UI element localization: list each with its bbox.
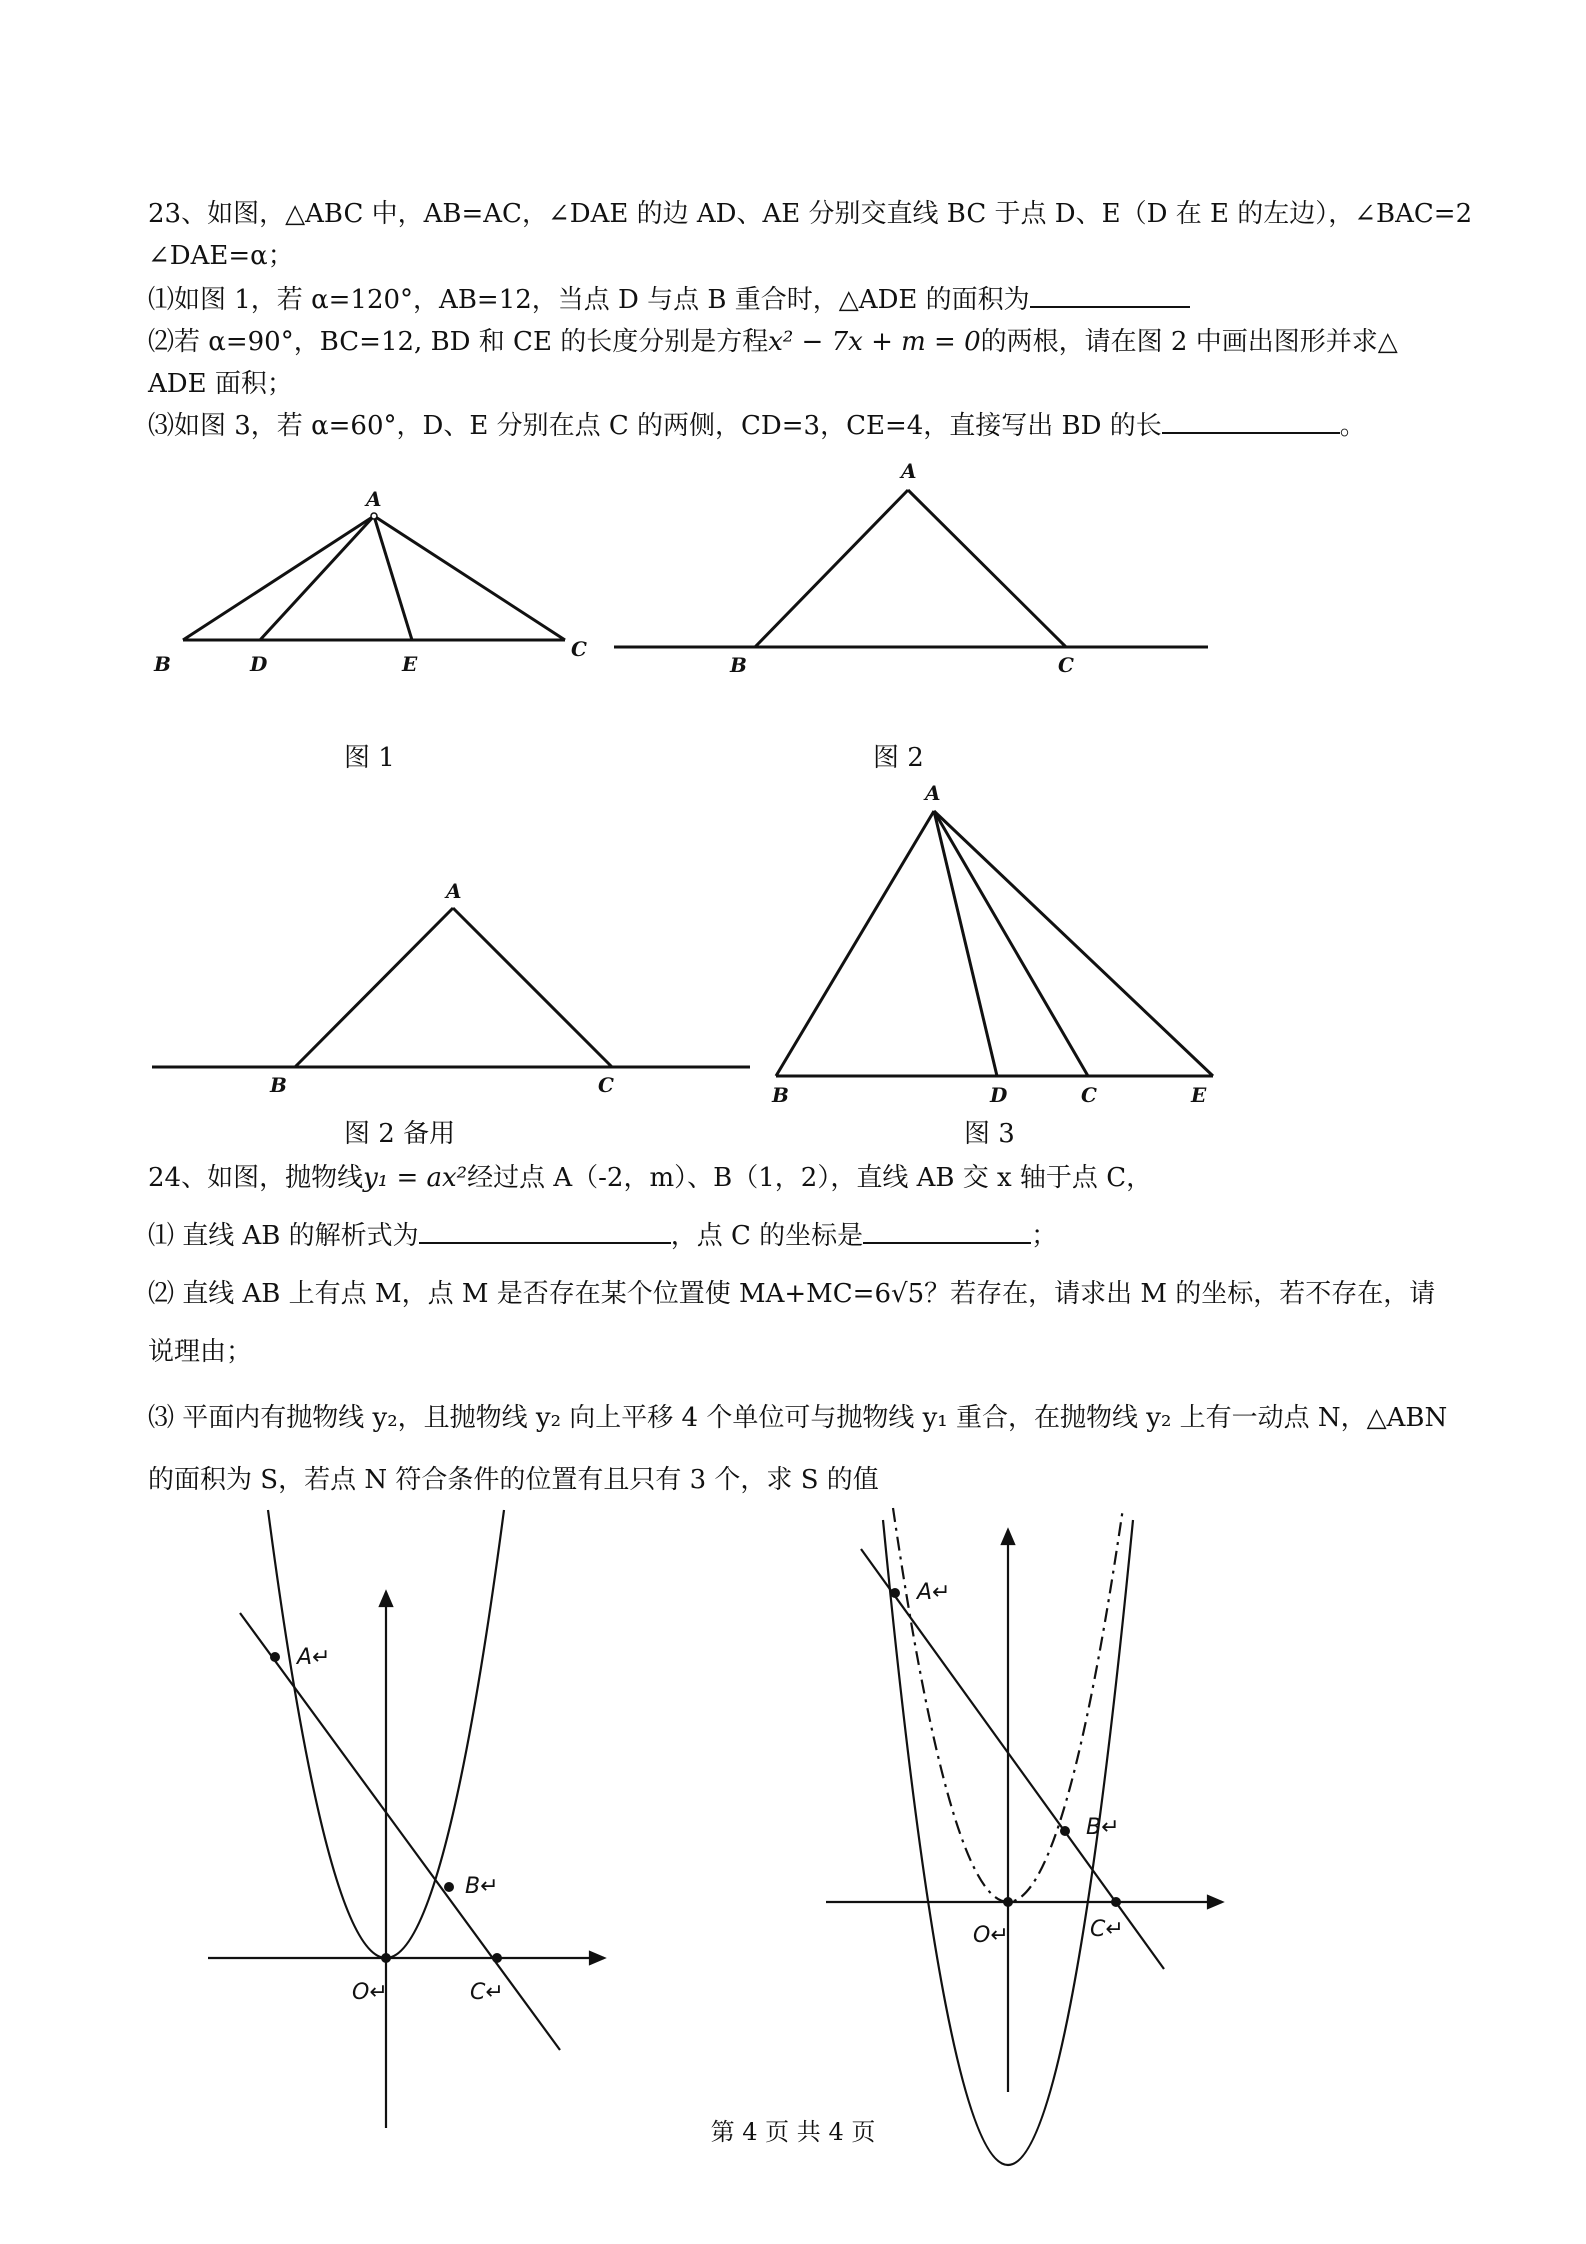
- fig1-label-E: E: [402, 652, 418, 676]
- page-footer: 第 4 页 共 4 页: [710, 2118, 876, 2146]
- fig3-label-C: C: [1081, 1083, 1097, 1107]
- fig2-label-C: C: [1058, 653, 1074, 677]
- answer-blank[interactable]: [419, 1218, 671, 1244]
- fig1-label-C: C: [571, 637, 587, 661]
- q24-part1: [148, 1218, 1057, 1254]
- q24-line1-text2: 经过点 A（-2，m）、B（1，2），直线 AB 交 x 轴于点 C，: [467, 1163, 1153, 1193]
- answer-blank[interactable]: [863, 1218, 1031, 1244]
- fig24r-label-A: A↵: [917, 1580, 951, 1605]
- q23-part3-text: ⑶如图 3，若 α=60°，D、E 分别在点 C 的两侧，CD=3，CE=4，直接写出 BD 的长: [148, 411, 1162, 441]
- fig2b-caption: 图 2 备用: [344, 1119, 456, 1149]
- q24-part2-cont: 说理由；: [148, 1337, 253, 1367]
- q23-part2-cont: ADE 面积；: [148, 369, 293, 399]
- q23-part2-text: ⑵若 α=90°，BC=12, BD 和 CE 的长度分别是方程: [148, 327, 769, 357]
- fig3-label-B: B: [772, 1083, 789, 1107]
- figure-3: [776, 811, 1213, 1076]
- fig2b-label-B: B: [270, 1073, 287, 1097]
- q24-part1-end: ；: [1031, 1221, 1058, 1251]
- fig24r-label-C: C↵: [1090, 1917, 1124, 1942]
- figure-24-left: [208, 1510, 604, 2128]
- figure-2-backup: [152, 908, 750, 1067]
- fig1-caption: 图 1: [344, 743, 395, 773]
- fig3-label-A: A: [925, 781, 941, 805]
- fig24l-label-A: A↵: [297, 1645, 331, 1670]
- fig2-caption: 图 2: [873, 743, 924, 773]
- fig24r-label-O: O↵: [973, 1923, 1009, 1948]
- fig2-label-B: B: [730, 653, 747, 677]
- q24-line1: [148, 1160, 1152, 1196]
- figure-1: [183, 513, 565, 640]
- q24-part2: ⑵ 直线 AB 上有点 M，点 M 是否存在某个位置使 MA+MC=6√5？若存在，请求出 M 的坐标，若不存在，请: [148, 1279, 1436, 1309]
- figure-2: [614, 490, 1208, 647]
- q24-part1-text2: ，点 C 的坐标是: [670, 1221, 864, 1251]
- fig2b-label-A: A: [446, 879, 462, 903]
- parabola-y1: y₁ = ax²: [363, 1163, 468, 1193]
- q23-part1-text: ⑴如图 1，若 α=120°，AB=12，当点 D 与点 B 重合时，△ADE 的面积为: [148, 285, 1030, 315]
- fig1-label-B: B: [154, 652, 171, 676]
- fig24l-label-O: O↵: [352, 1980, 388, 2005]
- q23-line1: 23、如图，△ABC 中，AB=AC，∠DAE 的边 AD、AE 分别交直线 BC 于点 D、E（D 在 E 的左边），∠BAC=2: [148, 199, 1473, 229]
- fig1-label-A: A: [366, 487, 382, 511]
- q24-line1-text: 24、如图，抛物线: [148, 1163, 364, 1193]
- fig2-label-A: A: [901, 459, 917, 483]
- fig2b-label-C: C: [598, 1073, 614, 1097]
- q24-part3-cont: 的面积为 S，若点 N 符合条件的位置有且只有 3 个，求 S 的值: [148, 1465, 879, 1495]
- fig3-label-D: D: [990, 1083, 1008, 1107]
- fig3-label-E: E: [1191, 1083, 1207, 1107]
- fig1-label-D: D: [250, 652, 268, 676]
- fig24l-label-B: B↵: [465, 1874, 499, 1899]
- fig24l-label-C: C↵: [470, 1980, 504, 2005]
- q23-part2-text2: 的两根，请在图 2 中画出图形并求△: [980, 327, 1398, 357]
- q23-part3-end: 。: [1339, 411, 1366, 441]
- q24-part3: ⑶ 平面内有抛物线 y₂，且抛物线 y₂ 向上平移 4 个单位可与抛物线 y₁ 重合，在抛物线 y₂ 上有一动点 N，△ABN: [148, 1403, 1448, 1433]
- q24-part1-text: ⑴ 直线 AB 的解析式为: [148, 1221, 419, 1251]
- q23-line2: ∠DAE=α；: [148, 241, 294, 271]
- figure-24-right: [826, 1508, 1222, 2165]
- equation: x² − 7x + m = 0: [768, 327, 981, 357]
- fig24r-label-B: B↵: [1086, 1815, 1120, 1840]
- fig3-caption: 图 3: [964, 1119, 1015, 1149]
